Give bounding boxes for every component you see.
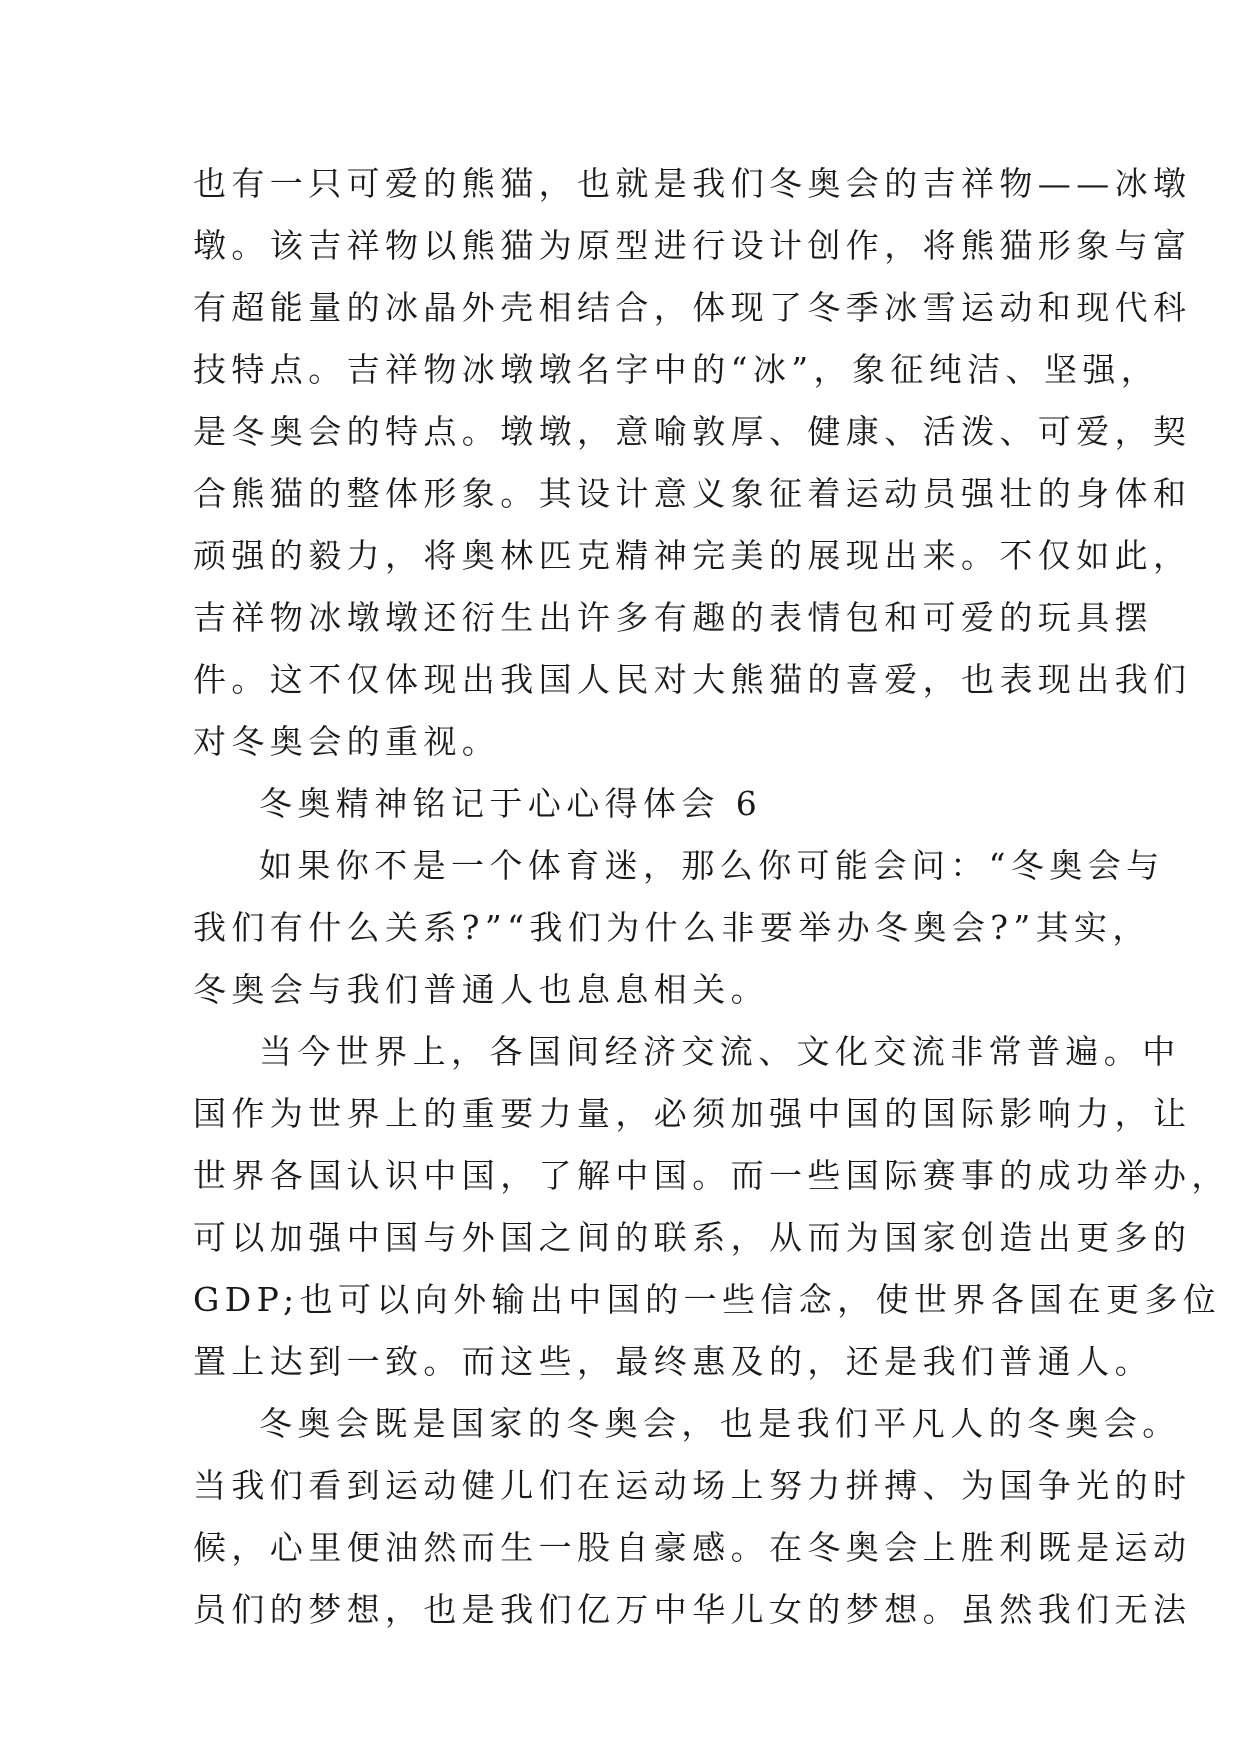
text-line: 吉祥物冰墩墩还衍生出许多有趣的表情包和可爱的玩具摆 [193,598,1153,637]
text-line: 合熊猫的整体形象。其设计意义象征着运动员强壮的身体和 [193,474,1192,513]
text-line: 技特点。吉祥物冰墩墩名字中的“冰”，象征纯洁、坚强， [193,350,1160,389]
text-line: 员们的梦想，也是我们亿万中华儿女的梦想。虽然我们无法 [193,1590,1192,1629]
text-line: 我们有什么关系?”“我们为什么非要举办冬奥会?”其实， [193,908,1151,947]
text-line: 如果你不是一个体育迷，那么你可能会问：“冬奥会与 [259,846,1165,885]
text-line: 世界各国认识中国，了解中国。而一些国际赛事的成功举办， [193,1156,1230,1195]
section-heading: 冬奥精神铭记于心心得体会 6 [259,784,763,823]
text-line: 是冬奥会的特点。墩墩，意喻敦厚、健康、活泼、可爱，契 [193,412,1192,451]
text-line: 对冬奥会的重视。 [193,722,501,761]
text-line: 冬奥会既是国家的冬奥会，也是我们平凡人的冬奥会。 [259,1404,1181,1443]
text-line: 可以加强中国与外国之间的联系，从而为国家创造出更多的 [193,1218,1192,1257]
text-line: 有超能量的冰晶外壳相结合，体现了冬季冰雪运动和现代科 [193,288,1192,327]
text-line: 候，心里便油然而生一股自豪感。在冬奥会上胜利既是运动 [193,1528,1192,1567]
text-line: 冬奥会与我们普通人也息息相关。 [193,970,769,1009]
text-line: GDP;也可以向外输出中国的一些信念，使世界各国在更多位 [193,1280,1222,1319]
text-line: 也有一只可爱的熊猫，也就是我们冬奥会的吉祥物——冰墩 [193,164,1192,203]
text-line: 顽强的毅力，将奥林匹克精神完美的展现出来。不仅如此， [193,536,1192,575]
text-line: 国作为世界上的重要力量，必须加强中国的国际影响力，让 [193,1094,1192,1133]
text-line: 墩。该吉祥物以熊猫为原型进行设计创作，将熊猫形象与富 [193,226,1192,265]
text-line: 当我们看到运动健儿们在运动场上努力拼搏、为国争光的时 [193,1466,1192,1505]
text-line: 当今世界上，各国间经济交流、文化交流非常普遍。中 [259,1032,1181,1071]
text-line: 件。这不仅体现出我国人民对大熊猫的喜爱，也表现出我们 [193,660,1192,699]
text-line: 置上达到一致。而这些，最终惠及的，还是我们普通人。 [193,1342,1153,1381]
